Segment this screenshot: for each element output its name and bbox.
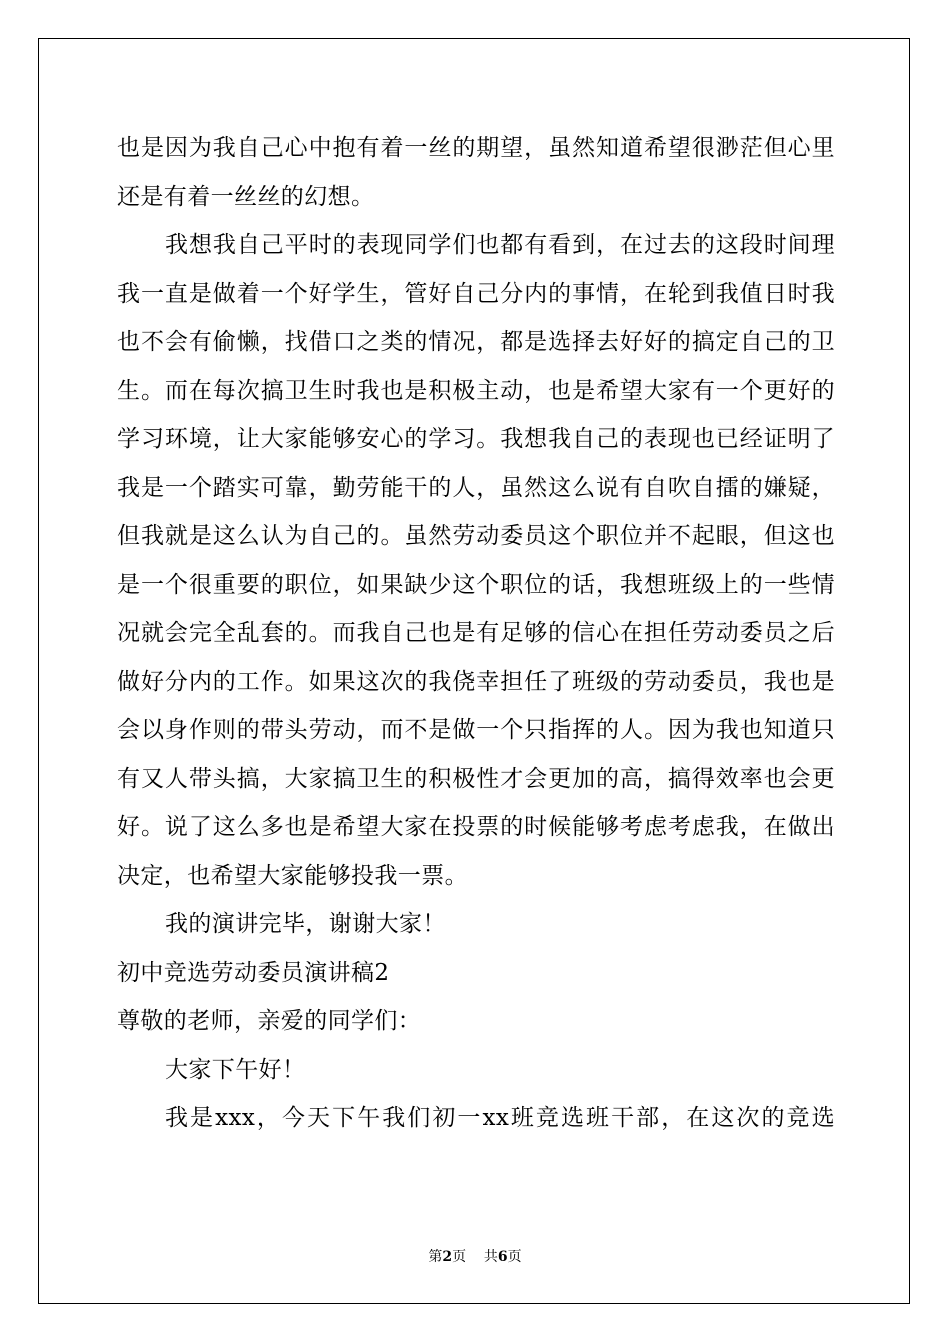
document-body — [117, 124, 835, 1143]
text-line: 生。而在每次搞卫生时我也是积极主动，也是希望大家有一个更好的 — [117, 377, 835, 404]
text-line: 但我就是这么认为自己的。虽然劳动委员这个职位并不起眼，但这也 — [117, 523, 835, 549]
text-line: 尊敬的老师，亲爱的同学们： — [117, 1008, 422, 1034]
text-line: 还是有着一丝丝的幻想。 — [117, 183, 375, 210]
text-line: 初中竞选劳动委员演讲稿2 — [117, 959, 390, 986]
text-line: 也是因为我自己心中抱有着一丝的期望，虽然知道希望很渺茫但心里 — [117, 135, 835, 161]
text-line: 是一个很重要的职位，如果缺少这个职位的话，我想班级上的一些情 — [117, 571, 835, 598]
footer-prefix: 第 — [428, 1249, 443, 1265]
text-line: 做好分内的工作。如果这次的我侥幸担任了班级的劳动委员，我也是 — [117, 668, 835, 695]
text-line: 决定，也希望大家能够投我一票。 — [117, 862, 468, 889]
footer-page-number: 2 — [442, 1249, 453, 1265]
text-line: 有又人带头搞，大家搞卫生的积极性才会更加的高，搞得效率也会更 — [117, 765, 835, 792]
text-line: 学习环境，让大家能够安心的学习。我想我自己的表现也已经证明了 — [117, 426, 835, 452]
text-line: 会以身作则的带头劳动，而不是做一个只指挥的人。因为我也知道只 — [117, 717, 835, 743]
text-line: 我是一个踏实可靠，勤劳能干的人，虽然这么说有自吹自擂的嫌疑， — [117, 474, 835, 501]
text-line: 好。说了这么多也是希望大家在投票的时候能够考虑考虑我，在做出 — [117, 814, 835, 840]
text-line: 我的演讲完毕，谢谢大家！ — [165, 911, 446, 937]
text-line: 大家下午好！ — [165, 1056, 306, 1083]
text-line: 我是xxx，今天下午我们初一xx班竞选班干部，在这次的竞选 — [165, 1105, 835, 1131]
text-line: 也不会有偷懒，找借口之类的情况，都是选择去好好的搞定自己的卫 — [117, 329, 835, 355]
footer-total-pages: 6 — [497, 1249, 508, 1265]
page-footer — [0, 1248, 950, 1266]
text-line: 我想我自己平时的表现同学们也都有看到，在过去的这段时间理 — [165, 232, 835, 258]
footer-suffix: 页 — [507, 1249, 522, 1265]
text-line: 我一直是做着一个好学生，管好自己分内的事情，在轮到我值日时我 — [117, 280, 835, 307]
footer-mid: 页 共 — [452, 1249, 498, 1265]
text-line: 况就会完全乱套的。而我自己也是有足够的信心在担任劳动委员之后 — [117, 620, 835, 646]
